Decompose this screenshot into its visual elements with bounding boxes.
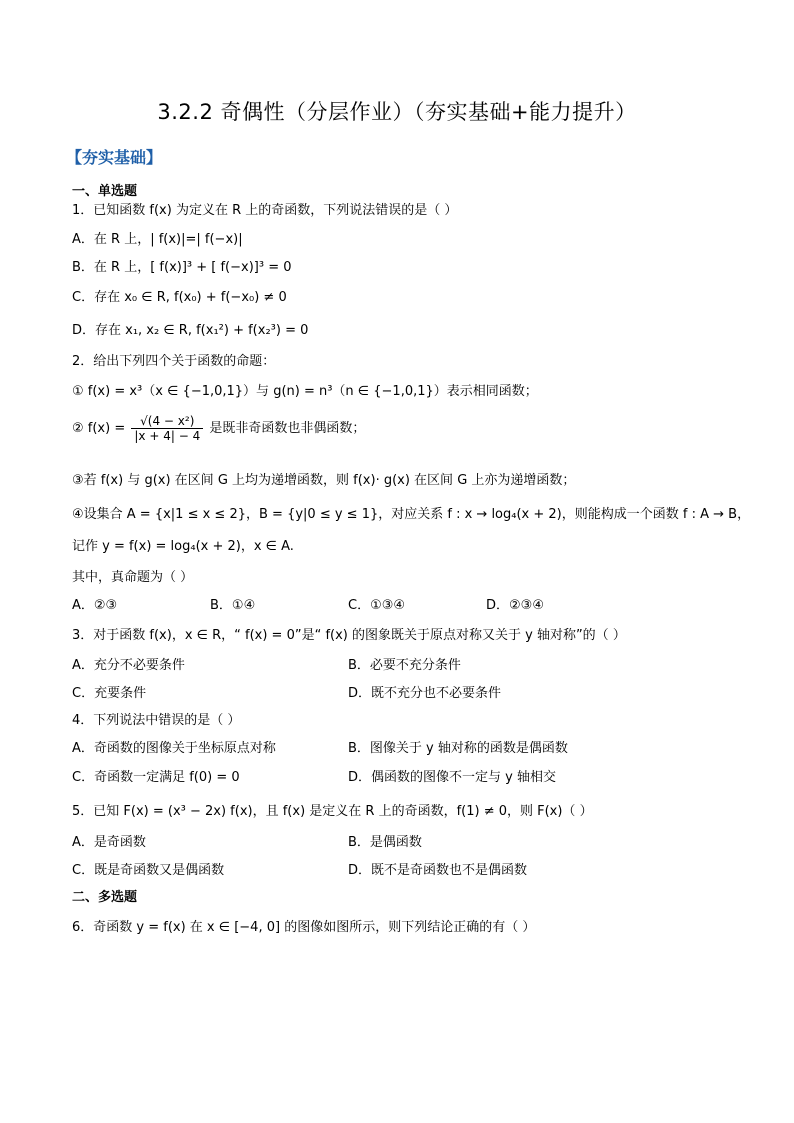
q2-prop-2 (72, 414, 365, 443)
q1-option-c: C．存在 x₀ ∈ R, f(x₀) + f(−x₀) ≠ 0 (72, 290, 287, 305)
q2-option-b: B．①④ (210, 598, 256, 613)
q4-option-a: A．奇函数的图像关于坐标原点对称 (72, 741, 276, 756)
q3-option-a: A．充分不必要条件 (72, 658, 185, 673)
q6-stem: 6．奇函数 y = f(x) 在 x ∈ [−4, 0] 的图像如图所示，则下列结论正确的有（ ） (72, 920, 536, 935)
q4-option-b: B．图像关于 y 轴对称的函数是偶函数 (348, 741, 568, 756)
q4-option-c: C．奇函数一定满足 f(0) = 0 (72, 770, 240, 785)
q2-prop-2-prefix: ② f(x) = (72, 421, 126, 436)
q2-prop-4-cont: 记作 y = f(x) = log₄(x + 2)，x ∈ A. (72, 539, 294, 554)
q2-ask: 其中，真命题为（ ） (72, 570, 194, 585)
q2-fraction-denominator: |x + 4| − 4 (134, 429, 201, 443)
q2-option-c: C．①③④ (348, 598, 406, 613)
q5-option-a: A．是奇函数 (72, 835, 146, 850)
q1-option-d: D．存在 x₁, x₂ ∈ R, f(x₁²) + f(x₂³) = 0 (72, 323, 309, 338)
section-tag: 【夯实基础】 (66, 148, 163, 167)
part2-heading: 二、多选题 (72, 890, 138, 905)
q1-option-a: A．在 R 上，| f(x)|=| f(−x)| (72, 232, 243, 247)
page-title: 3.2.2 奇偶性（分层作业）（夯实基础+能力提升） (157, 100, 637, 124)
q2-option-d: D．②③④ (486, 598, 544, 613)
q2-prop-2-suffix: 是既非奇函数也非偶函数； (209, 421, 366, 436)
q3-stem: 3．对于函数 f(x)，x ∈ R，“ f(x) = 0”是“ f(x) 的图象既关于原点对称又关于 y 轴对称”的（ ） (72, 628, 626, 643)
q4-stem: 4．下列说法中错误的是（ ） (72, 713, 241, 728)
q3-option-b: B．必要不充分条件 (348, 658, 461, 673)
q5-option-d: D．既不是奇函数也不是偶函数 (348, 863, 528, 878)
q5-option-c: C．既是奇函数又是偶函数 (72, 863, 225, 878)
q3-option-d: D．既不充分也不必要条件 (348, 686, 502, 701)
q4-option-d: D．偶函数的图像不一定与 y 轴相交 (348, 770, 556, 785)
part1-heading: 一、单选题 (72, 184, 138, 199)
q1-stem: 1．已知函数 f(x) 为定义在 R 上的奇函数，下列说法错误的是（ ） (72, 203, 458, 218)
q2-fraction (131, 414, 203, 443)
q1-option-b: B．在 R 上，[ f(x)]³ + [ f(−x)]³ = 0 (72, 260, 292, 275)
q5-option-b: B．是偶函数 (348, 835, 422, 850)
q2-stem: 2．给出下列四个关于函数的命题： (72, 354, 276, 369)
q2-prop-3: ③若 f(x) 与 g(x) 在区间 G 上均为递增函数，则 f(x)· g(x) 在区间 G 上亦为递增函数； (72, 473, 576, 488)
q2-option-a: A．②③ (72, 598, 118, 613)
q3-option-c: C．充要条件 (72, 686, 147, 701)
q5-stem: 5．已知 F(x) = (x³ − 2x) f(x)，且 f(x) 是定义在 R 上的奇函数，f(1) ≠ 0，则 F(x)（ ） (72, 804, 593, 819)
q2-prop-1: ① f(x) = x³（x ∈ {−1,0,1}）与 g(n) = n³（n ∈ {−1,0,1}）表示相同函数； (72, 384, 538, 399)
q2-prop-4: ④设集合 A = {x|1 ≤ x ≤ 2}，B = {y|0 ≤ y ≤ 1}，对应关系 f : x → log₄(x + 2)，则能构成一个函数 f : A → B， (72, 507, 751, 522)
q2-fraction-numerator: √(4 − x²) (131, 414, 203, 429)
